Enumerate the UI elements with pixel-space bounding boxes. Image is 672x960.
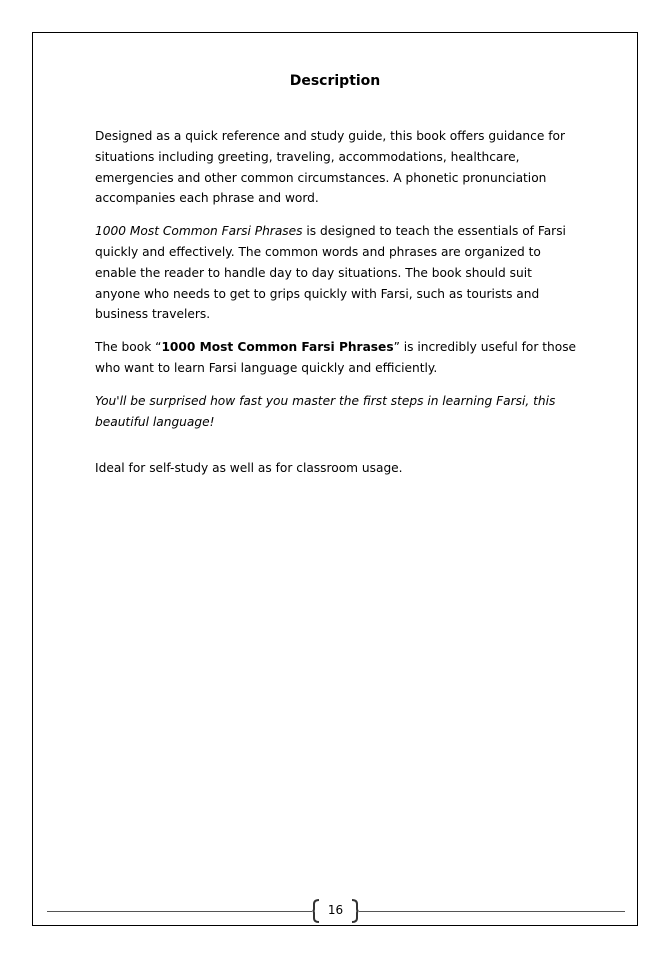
description-body — [95, 126, 579, 491]
book-title-italic: 1000 Most Common Farsi Phrases — [95, 224, 303, 239]
paragraph-usefulness-prefix: The book “ — [95, 340, 162, 355]
page-number-box — [312, 899, 359, 923]
encouragement-italic: You'll be surprised how fast you master the first steps in learning Farsi, this beautiful language! — [95, 393, 556, 429]
paragraph-usefulness-suffix: ” is incredibly useful for those who want to learn Farsi language quickly and efficiently. — [95, 340, 577, 375]
paragraph-essentials-text: is designed to teach the essentials of Farsi quickly and effectively. The common words and phrases are organized to enable the reader to handle day to day situations. The book should suit anyone who needs to get to grips quickly with Farsi, such as tourists and business travelers. — [95, 224, 566, 322]
paragraph-essentials — [95, 221, 579, 325]
paragraph-usefulness — [95, 337, 579, 379]
page-title: Description — [289, 73, 381, 89]
footer-rule-left — [47, 911, 312, 912]
paragraph-ideal: Ideal for self-study as well as for classroom usage. — [95, 461, 403, 476]
paragraph-encouragement — [95, 391, 579, 433]
document-page — [32, 32, 638, 926]
paragraph-overview: Designed as a quick reference and study guide, this book offers guidance for situations including greeting, traveling, accommodations, healthcare, emergencies and other common circumstances. A phonetic pronunciation accompanies each phrase and word. — [95, 129, 565, 206]
page-number: 16 — [327, 903, 344, 917]
right-brace-icon — [351, 899, 359, 923]
book-title-bold: 1000 Most Common Farsi Phrases — [161, 340, 394, 355]
footer-rule-right — [359, 911, 625, 912]
